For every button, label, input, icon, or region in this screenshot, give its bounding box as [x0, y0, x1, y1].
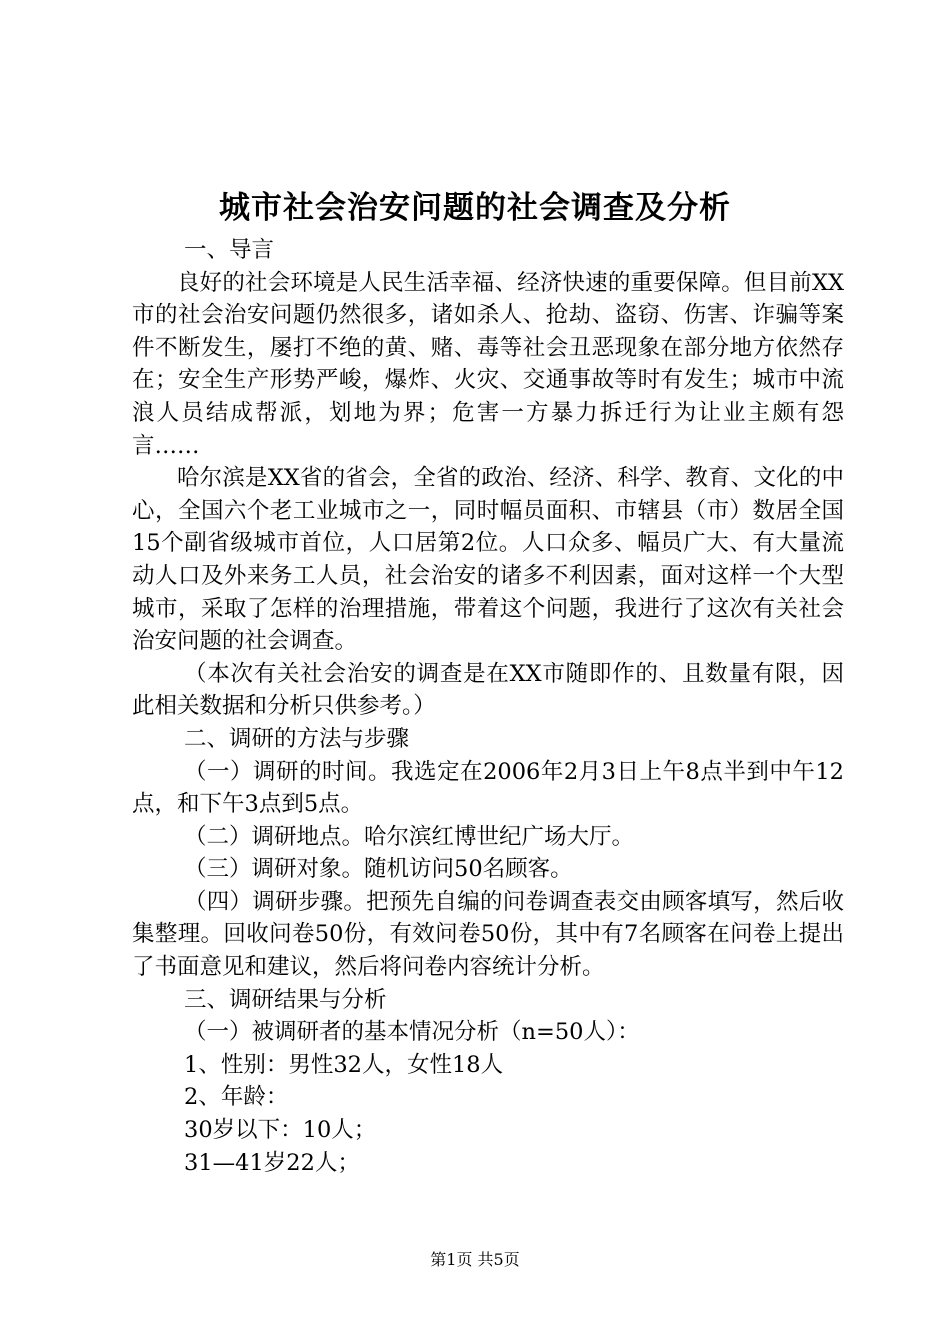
document-title: 城市社会治安问题的社会调查及分析	[219, 190, 731, 226]
paragraph-survey-note: （本次有关社会治安的调查是在XX市随即作的、且数量有限，因此相关数据和分析只供参考。）	[132, 660, 844, 720]
list-item-age-under-30: 30岁以下：10人；	[184, 1117, 377, 1144]
section-heading-introduction: 一、导言	[184, 237, 275, 263]
page-footer: 第1页 共5页	[430, 1250, 520, 1269]
section-heading-methods: 二、调研的方法与步骤	[184, 725, 410, 752]
paragraph-survey-subjects: （三）调研对象。随机访问50名顾客。	[184, 856, 573, 883]
paragraph-survey-time: （一）调研的时间。我选定在2006年2月3日上午8点半到中午12点，和下午3点到5点。	[132, 758, 844, 818]
paragraph-basic-info: （一）被调研者的基本情况分析（n=50人）：	[184, 1019, 640, 1046]
list-item-age: 2、年龄：	[184, 1084, 289, 1111]
list-item-gender: 1、性别：男性32人，女性18人	[184, 1051, 504, 1078]
document-body	[132, 234, 844, 1179]
section-heading-results: 三、调研结果与分析	[184, 986, 387, 1013]
paragraph-survey-steps: （四）调研步骤。把预先自编的问卷调查表交由顾客填写，然后收集整理。回收问卷50份，有效问卷50份，其中有7名顾客在问卷上提出了书面意见和建议，然后将问卷内容统计分析。	[132, 888, 844, 981]
paragraph-harbin-overview: 哈尔滨是XX省的省会，全省的政治、经济、科学、教育、文化的中心，全国六个老工业城市之一，同时幅员面积、市辖县（市）数居全国15个副省级城市首位，人口居第2位。人口众多、幅员广大、有大量流动人口及外来务工人员，社会治安的诸多不利因素，面对这样一个大型城市，采取了怎样的治理措施，带着这个问题，我进行了这次有关社会治安问题的社会调查。	[132, 465, 844, 655]
paragraph-survey-location: （二）调研地点。哈尔滨红博世纪广场大厅。	[184, 823, 635, 850]
list-item-age-31-41: 31—41岁22人；	[184, 1149, 360, 1176]
paragraph-social-environment: 良好的社会环境是人民生活幸福、经济快速的重要保障。但目前XX市的社会治安问题仍然很多，诸如杀人、抢劫、盗窃、伤害、诈骗等案件不断发生，屡打不绝的黄、赌、毒等社会丑恶现象在部分地方依然存在；安全生产形势严峻，爆炸、火灾、交通事故等时有发生；城市中流浪人员结成帮派，划地为界；危害一方暴力拆迁行为让业主颇有怨言……	[132, 269, 844, 459]
